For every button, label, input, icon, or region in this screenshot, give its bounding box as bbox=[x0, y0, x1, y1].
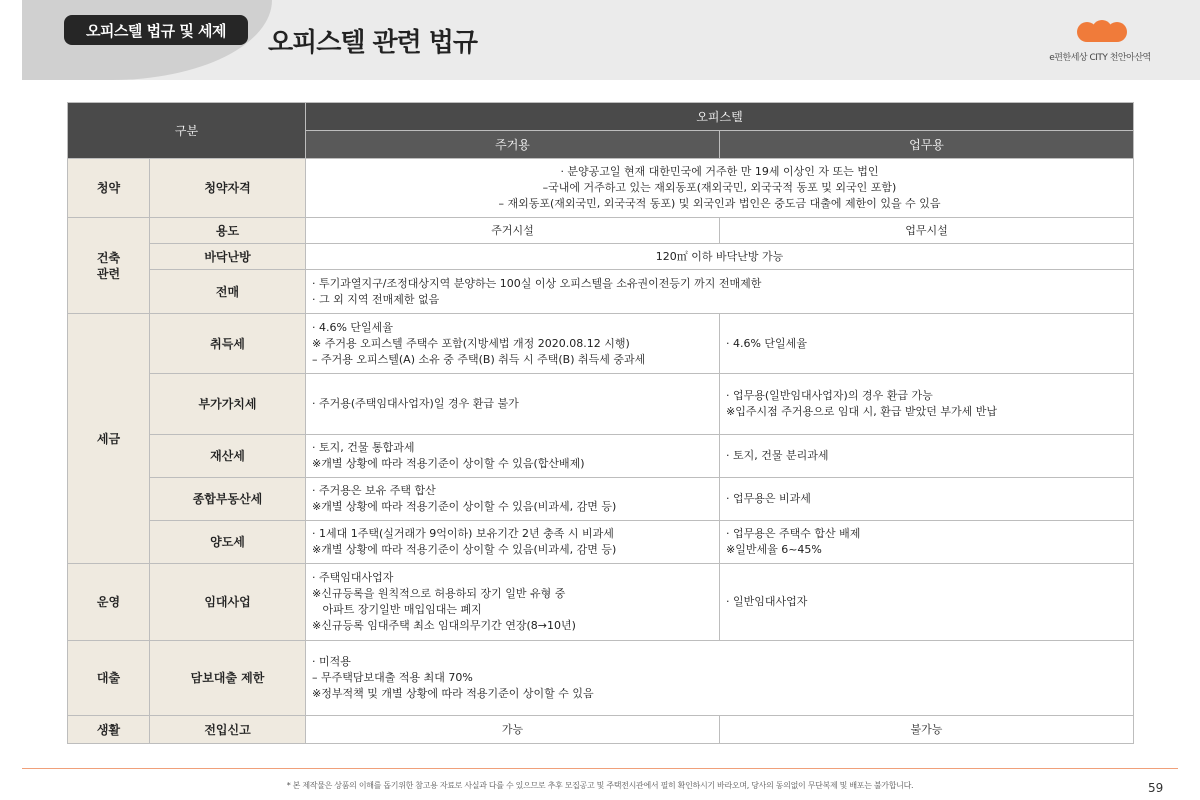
sub-property-tax: 재산세 bbox=[150, 435, 306, 478]
vat-business bbox=[720, 374, 1134, 435]
text-line: ※개별 상황에 따라 적용기준이 상이할 수 있음(비과세, 감면 등) bbox=[312, 543, 617, 556]
sub-transfer-tax: 양도세 bbox=[150, 521, 306, 564]
sub-floor-heating: 바닥난방 bbox=[150, 244, 306, 270]
use-business: 업무시설 bbox=[720, 218, 1134, 244]
text-line: · 분양공고일 현재 대한민국에 거주한 만 19세 이상인 자 또는 법인 bbox=[560, 165, 879, 178]
brand-name: e편한세상 CITY 천안아산역 bbox=[1049, 53, 1151, 63]
header-officetel: 오피스텔 bbox=[306, 103, 1134, 131]
text-line: · 업무용은 주택수 합산 배제 bbox=[726, 527, 861, 540]
text-line: – 주거용 오피스텔(A) 소유 중 주택(B) 취득 시 주택(B) 취득세 중과세 bbox=[312, 352, 646, 366]
footer-divider bbox=[22, 768, 1178, 769]
text-line: · 투기과열지구/조정대상지역 분양하는 100실 이상 오피스텔을 소유권이전등기 까지 전매제한 bbox=[312, 276, 762, 290]
category-living: 생활 bbox=[68, 716, 150, 744]
category-building: 건축 관련 bbox=[68, 218, 150, 314]
page-number: 59 bbox=[1148, 781, 1164, 795]
regulations-table bbox=[67, 102, 1134, 744]
acquisition-business: · 4.6% 단일세율 bbox=[720, 314, 1134, 374]
sub-use: 용도 bbox=[150, 218, 306, 244]
category-subscription: 청약 bbox=[68, 159, 150, 218]
property-residential bbox=[306, 435, 720, 478]
text-line: ※일반세율 6~45% bbox=[726, 543, 822, 556]
text-line: ※ 주거용 오피스텔 주택수 포함(지방세법 개정 2020.08.12 시행) bbox=[312, 336, 630, 350]
text-line: · 주택임대사업자 bbox=[312, 571, 394, 584]
text-line: · 미적용 bbox=[312, 655, 351, 668]
text-line: – 무주택담보대출 적용 최대 70% bbox=[312, 671, 473, 684]
use-residential: 주거시설 bbox=[306, 218, 720, 244]
text-line: · 주거용은 보유 주택 합산 bbox=[312, 484, 436, 497]
text-line: · 토지, 건물 통합과세 bbox=[312, 441, 415, 454]
sub-comprehensive-tax: 종합부동산세 bbox=[150, 478, 306, 521]
text-line: · 업무용(일반임대사업자)의 경우 환급 가능 bbox=[726, 389, 933, 402]
text-line: · 1세대 1주택(실거래가 9억이하) 보유기간 2년 충족 시 비과세 bbox=[312, 527, 614, 540]
acquisition-residential bbox=[306, 314, 720, 374]
loan-text bbox=[306, 641, 1134, 716]
text-line: ※입주시점 주거용으로 임대 시, 환급 받았던 부가세 반납 bbox=[726, 405, 997, 418]
vat-residential: · 주거용(주택임대사업자)일 경우 환급 불가 bbox=[306, 374, 720, 435]
lease-business: · 일반임대사업자 bbox=[720, 564, 1134, 641]
sub-lease-business: 임대사업 bbox=[150, 564, 306, 641]
subscription-text bbox=[306, 159, 1134, 218]
floor-heating-text: 120㎡ 이하 바닥난방 가능 bbox=[306, 244, 1134, 270]
text-line: ※개별 상황에 따라 적용기준이 상이할 수 있음(비과세, 감면 등) bbox=[312, 500, 617, 513]
text-line: ※정부적책 및 개별 상황에 따라 적용기준이 상이할 수 있음 bbox=[312, 687, 594, 700]
text-line: ※개별 상황에 따라 적용기준이 상이할 수 있음(합산배제) bbox=[312, 457, 585, 470]
sub-subscription-qualification: 청약자격 bbox=[150, 159, 306, 218]
text-line: · 4.6% 단일세율 bbox=[312, 320, 393, 334]
sub-resale: 전매 bbox=[150, 270, 306, 314]
text-line: ※신규등록을 원칙적으로 허용하되 장기 일반 유형 중 bbox=[312, 587, 566, 600]
lease-residential bbox=[306, 564, 720, 641]
sub-moving-report: 전입신고 bbox=[150, 716, 306, 744]
sub-vat: 부가가치세 bbox=[150, 374, 306, 435]
header-residential: 주거용 bbox=[306, 131, 720, 159]
brand-cloud-icon bbox=[1076, 20, 1128, 42]
property-business: · 토지, 건물 분리과세 bbox=[720, 435, 1134, 478]
text-line: 아파트 장기일반 매입임대는 폐지 bbox=[312, 603, 482, 616]
moving-business: 불가능 bbox=[720, 716, 1134, 744]
section-badge: 오피스텔 법규 및 세제 bbox=[64, 15, 248, 45]
footer-disclaimer: * 본 제작물은 상품의 이해를 돕기위한 참고용 자료로 사실과 다를 수 있으므로 추후 모집공고 및 주택전시관에서 필히 확인하시기 바라오며, 당사의 동의없이 무단복제 및 배포는 불가합니다. bbox=[286, 781, 914, 790]
text-line: –국내에 거주하고 있는 재외동포(재외국민, 외국국적 동포 및 외국인 포함) bbox=[542, 181, 897, 194]
comprehensive-business: · 업무용은 비과세 bbox=[720, 478, 1134, 521]
moving-residential: 가능 bbox=[306, 716, 720, 744]
text-line: – 재외동포(재외국민, 외국국적 동포) 및 외국인과 법인은 중도금 대출에 제한이 있을 수 있음 bbox=[498, 197, 941, 210]
text-line: ※신규등록 임대주택 최소 임대의무기간 연장(8→10년) bbox=[312, 619, 576, 632]
comprehensive-residential bbox=[306, 478, 720, 521]
text-line: · 그 외 지역 전매제한 없음 bbox=[312, 292, 440, 306]
transfer-business bbox=[720, 521, 1134, 564]
header-category: 구분 bbox=[68, 103, 306, 159]
category-loan: 대출 bbox=[68, 641, 150, 716]
header-business: 업무용 bbox=[720, 131, 1134, 159]
page-title: 오피스텔 관련 법규 bbox=[268, 28, 478, 58]
sub-acquisition-tax: 취득세 bbox=[150, 314, 306, 374]
category-tax: 세금 bbox=[68, 314, 150, 564]
sub-mortgage-limit: 담보대출 제한 bbox=[150, 641, 306, 716]
resale-text bbox=[306, 270, 1134, 314]
category-operation: 운영 bbox=[68, 564, 150, 641]
transfer-residential bbox=[306, 521, 720, 564]
